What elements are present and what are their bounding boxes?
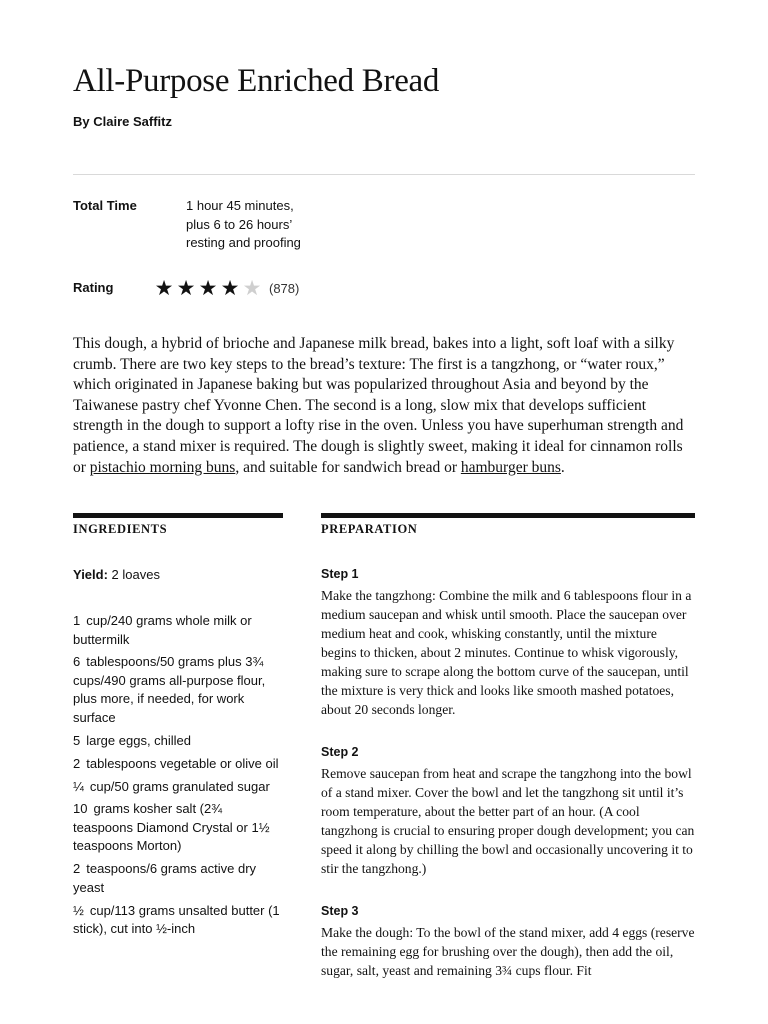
rating-count: (878) [269,280,300,296]
yield [73,567,160,582]
step-text: Make the dough: To the bowl of the stand mixer, add 4 eggs (reserve the remaining egg for brushing over the dough), then add the oil, sugar, salt, yeast and remaining 3¾ cups flour. Fit [321,925,695,978]
ingredient-quantity: 5 [73,732,81,748]
total-time-label: Total Time [73,198,137,213]
recipe-intro [73,334,695,478]
step-label: Step 2 [321,745,359,759]
ingredient-item [73,902,283,939]
step-label: Step 3 [321,904,359,918]
step-label: Step 1 [321,567,359,581]
preparation-heading: PREPARATION [321,522,418,536]
yield-value: 2 loaves [111,567,160,582]
rating-stars[interactable] [153,277,263,299]
step-text: Remove saucepan from heat and scrape the tangzhong into the bowl of a stand mixer. Cover the bowl and let the tangzhong sit until it’s room temperature, about the better part of an hour. (A cool tangzhong is crucial to ensuring proper dough development; you can speed it along by chilling the bowl and occasionally uncovering it to stir the tangzhong.) [321,766,695,876]
header-divider [73,174,695,175]
byline [73,114,172,129]
ingredient-item [73,612,283,649]
ingredient-text: cup/240 grams whole milk or buttermilk [73,613,252,647]
ingredient-text: teaspoons/6 grams active dry yeast [73,861,257,895]
byline-prefix: By [73,114,94,129]
ingredient-item [73,778,283,797]
ingredients-rule [73,513,283,518]
ingredient-quantity: 1 [73,613,81,628]
intro-text-end: . [560,458,565,476]
ingredient-item [73,653,283,727]
step [321,744,695,878]
ingredients-heading: INGREDIENTS [73,522,168,536]
preparation-steps [321,566,695,1005]
rating-label: Rating [73,280,114,295]
rating[interactable] [153,277,299,299]
hamburger-buns-link[interactable]: hamburger buns [460,458,561,476]
ingredient-list [73,612,283,943]
ingredient-text: cup/113 grams unsalted butter (1 stick), cut into ½-inch [73,902,280,937]
ingredient-text: grams kosher salt (2¾ teaspoons Diamond Crystal or 1½ teaspoons Morton) [73,801,270,854]
ingredient-quantity: 2 [73,755,81,771]
ingredient-item [73,755,283,774]
star-filled-icon[interactable]: ★ [176,276,196,300]
ingredient-item [73,732,283,751]
ingredient-quantity: ¼ [73,778,84,794]
ingredient-quantity: ½ [73,902,84,918]
ingredient-item [73,860,283,897]
ingredient-quantity: 10 [73,801,88,817]
ingredient-quantity: 6 [73,654,81,670]
recipe-title: All-Purpose Enriched Bread [73,63,440,99]
total-time-value: 1 hour 45 minutes, plus 6 to 26 hours’ resting and proofing [186,198,301,250]
pistachio-morning-buns-link[interactable]: pistachio morning buns [89,458,236,476]
ingredient-text: tablespoons/50 grams plus 3¾ cups/490 grams all-purpose flour, plus more, if needed, for work surface [73,654,266,725]
author-link[interactable]: Claire Saffitz [93,114,172,129]
step [321,903,695,980]
ingredient-text: tablespoons vegetable or olive oil [86,755,279,771]
ingredient-quantity: 2 [73,861,81,877]
ingredient-text: large eggs, chilled [86,732,192,748]
preparation-rule [321,513,695,518]
intro-text: This dough, a hybrid of brioche and Japanese milk bread, bakes into a light, soft loaf with a silky crumb. There are two key steps to the bread’s texture: The first is a tangzhong, or “water roux,” which originated in Japanese baking but was popularized throughout Asia and beyond by the Taiwanese pastry chef Yvonne Chen. The second is a long, slow mix that develops sufficient strength in the dough to support a lofty rise in the oven. Unless you have superhuman strength and patience, a stand mixer is required. The dough is slightly sweet, making it ideal for cinnamon rolls or [73,335,684,476]
step-text: Make the tangzhong: Combine the milk and 6 tablespoons flour in a medium saucepan and whisk until smooth. Place the saucepan over medium heat and cook, whisking constantly, until the mixture begins to thicken, about 2 minutes. Continue to whisk vigorously, making sure to scrape along the bottom curve of the saucepan, until the mixture is very thick and looks like smooth mashed potatoes, about 20 seconds longer. [321,588,692,717]
step [321,566,695,719]
yield-label: Yield: [73,567,108,582]
ingredient-text: cup/50 grams granulated sugar [89,778,270,794]
ingredient-item [73,800,283,856]
star-filled-icon[interactable]: ★ [220,276,240,300]
star-empty-icon[interactable]: ★ [242,276,262,300]
star-filled-icon[interactable]: ★ [154,276,174,300]
star-filled-icon[interactable]: ★ [198,276,218,300]
intro-text-middle: , and suitable for sandwich bread or [235,458,461,476]
